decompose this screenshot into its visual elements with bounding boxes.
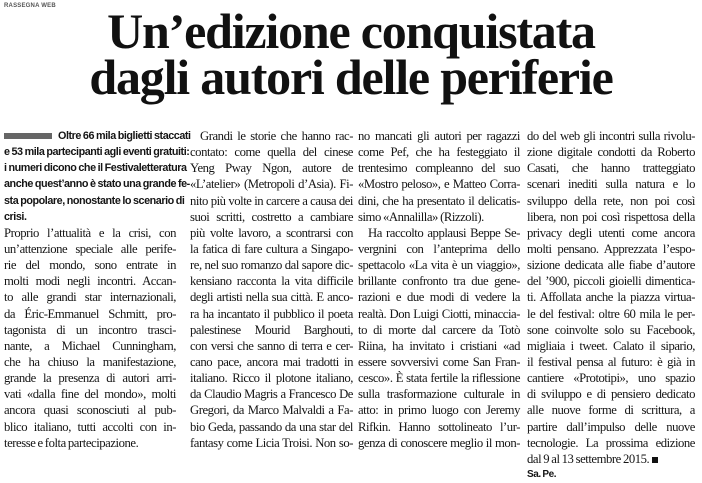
body-line: to alle grandi star internazionali, [4, 290, 176, 305]
body-line: ancora quasi sconosciuti al pub- [4, 403, 176, 418]
body-line: nito più volte in carcere a causa dei [190, 193, 353, 208]
article-column-4 [527, 128, 695, 483]
lead-line: anche quest’anno è stato una grande fe- [4, 178, 190, 191]
body-line: Casati, che hanno tratteggiato [527, 161, 695, 176]
body-line: privacy degli utenti come ancora [527, 225, 695, 240]
body-line: razioni e due modi di vedere la [358, 290, 520, 305]
body-line: to di morte dal carcere da Totò [358, 322, 520, 337]
body-line: italiano. Ricco il plotone italiano, [190, 371, 353, 386]
body-line: essere sovversivi come San Fran- [358, 354, 520, 369]
article-column-1 [4, 128, 191, 451]
body-line: libera, non poi così rispettosa della [527, 209, 695, 224]
body-line: rie del mondo, sono entrate in [4, 258, 176, 273]
lead-line [4, 128, 191, 144]
body-line: migliaia i tweet. Calato il sipario, [527, 338, 695, 353]
body-line: ra ha incantato il pubblico il poeta [190, 306, 353, 321]
body-line: fantasy come Licia Troisi. Non so- [190, 435, 353, 450]
body-line: del ’900, piccoli gioielli dimentica- [527, 274, 695, 289]
article-column-2 [190, 128, 353, 451]
body-line: realtà. Don Luigi Ciotti, minaccia- [358, 306, 520, 321]
body-line: trentesimo compleanno del suo [358, 161, 520, 176]
body-line: da Claudio Magris a Francesco De [190, 387, 353, 402]
body-line: «Mostro peloso», e Matteo Corra- [358, 177, 520, 192]
body-line: partire dall’impulso delle nuove [527, 419, 695, 434]
body-line: degli artisti nella sua città. E anco- [190, 290, 353, 305]
body-line: kensiano racconta la vita difficile [190, 274, 353, 289]
body-line: scenari inediti sulla natura e lo [527, 177, 695, 192]
body-line: le del festival: oltre 60 mila le per- [527, 306, 695, 321]
body-line: spettacolo «La vita è un viaggio», [358, 258, 520, 273]
body-line: grande la presenza di autori arri- [4, 371, 176, 386]
author-signature: Sa. Pe. [527, 468, 557, 480]
body-line: cano pace, ancora mai tradotti in [190, 354, 353, 369]
body-line: palestinese Mourid Barghouti, [190, 322, 353, 337]
body-line: un’attenzione speciale alle perife- [4, 241, 176, 256]
body-line: Grandi le storie che hanno rac- [200, 129, 353, 143]
lead-rule [4, 133, 52, 139]
lead-text: Oltre 66 mila biglietti staccati [58, 130, 191, 142]
body-line: Rifkin. Hanno sottolineato l’ur- [358, 419, 520, 434]
body-line [527, 451, 695, 467]
body-line: da Éric-Emmanuel Schmitt, pro- [4, 306, 176, 321]
body-line: re, nel suo romanzo dal sapore dic- [190, 258, 353, 273]
body-line: più volte lavoro, a scontrarsi con [190, 225, 353, 240]
section-kicker: RASSEGNA WEB [4, 3, 56, 9]
body-line: di sviluppo e di pensiero dedicato [527, 387, 695, 402]
body-line: Gregori, da Marco Malvaldi a Fa- [190, 403, 353, 418]
body-line: sulla trasformazione culturale in [358, 387, 520, 402]
body-line: do del web gli incontri sulla rivolu- [527, 129, 695, 143]
body-line: Yeng Pway Ngon, autore de [190, 161, 353, 176]
lead-line: sta popolare, nonostante lo scenario di [4, 194, 185, 207]
body-line: che ha chiuso la manifestazione, [4, 354, 176, 369]
body-line: il festival pensa al futuro: è già in [527, 354, 695, 369]
headline-line-1: Un’edizione conquistata [107, 3, 595, 59]
body-line: la fatica di fare cultura a Singapo- [190, 241, 353, 256]
body-line: Ha raccolto applausi Beppe Se- [368, 225, 520, 240]
body-line: dini, che ha presentato il delicatis- [358, 193, 520, 208]
body-line: alle nuove forme di scrittura, a [527, 403, 695, 418]
body-line: come Pef, che ha festeggiato il [358, 145, 520, 160]
body-line: tagonista di un incontro trasci- [4, 322, 176, 337]
body-line: zione digitale condotti da Roberto [527, 145, 695, 160]
body-line: cesco». È stata fertile la riflessione [358, 371, 520, 386]
lead-line: i numeri dicono che il Festivaletteratura [4, 162, 187, 175]
body-line: «L’atelier» (Metropoli d’Asia). Fi- [190, 177, 353, 192]
body-line: Riina, ha invitato i cristiani «ad [358, 338, 520, 353]
headline-line-2: dagli autori delle periferie [89, 49, 613, 105]
body-line: ti. Affollata anche la piazza virtua- [527, 290, 695, 305]
closing-text: dal 9 al 13 settembre 2015. [527, 451, 650, 466]
body-line: vergnini con l’anteprima dello [358, 241, 520, 256]
body-line: cantiere «Prototipi», uno spazio [527, 371, 695, 386]
body-line: molti modi negli incontri. Accan- [4, 274, 176, 289]
body-line: sone coinvolte solo su Facebook, [527, 322, 695, 337]
body-line: blico italiano, tutti accolti con in- [4, 419, 176, 434]
body-line: suoi scritti, costretto a cambiare [190, 209, 353, 224]
body-line: teresse e folta partecipazione. [4, 435, 139, 450]
body-line: contato: come quella del cinese [190, 145, 353, 160]
body-line: simo «Annalilla» (Rizzoli). [358, 209, 484, 224]
body-line: genza di conoscere meglio il mon- [358, 435, 520, 450]
body-line: molti pensano. Apprezzata l’espo- [527, 241, 695, 256]
body-line: sizione dedicata alle fiabe d’autore [527, 258, 695, 273]
body-line: atto: in primo luogo con Jeremy [358, 403, 520, 418]
body-line: bio Geda, passando da una star del [190, 419, 353, 434]
end-mark-icon [652, 457, 658, 463]
body-line: tecnologie. La prossima edizione [527, 435, 695, 450]
body-line: brillante confronto tra due gene- [358, 274, 520, 289]
body-line: Proprio l’attualità e la crisi, con [4, 225, 176, 240]
body-line: vati «dalla fine del mondo», molti [4, 387, 176, 402]
body-line: nante, a Michael Cunningham, [4, 338, 176, 353]
body-line: sviluppo della rete, non poi così [527, 193, 695, 208]
article-column-3 [358, 128, 520, 451]
body-line: con versi che sanno di terra e cer- [190, 338, 353, 353]
lead-line: e 53 mila partecipanti agli eventi gratuiti: [4, 146, 190, 159]
lead-line: crisi. [4, 210, 27, 223]
body-line: no mancati gli autori per ragazzi [358, 129, 520, 143]
